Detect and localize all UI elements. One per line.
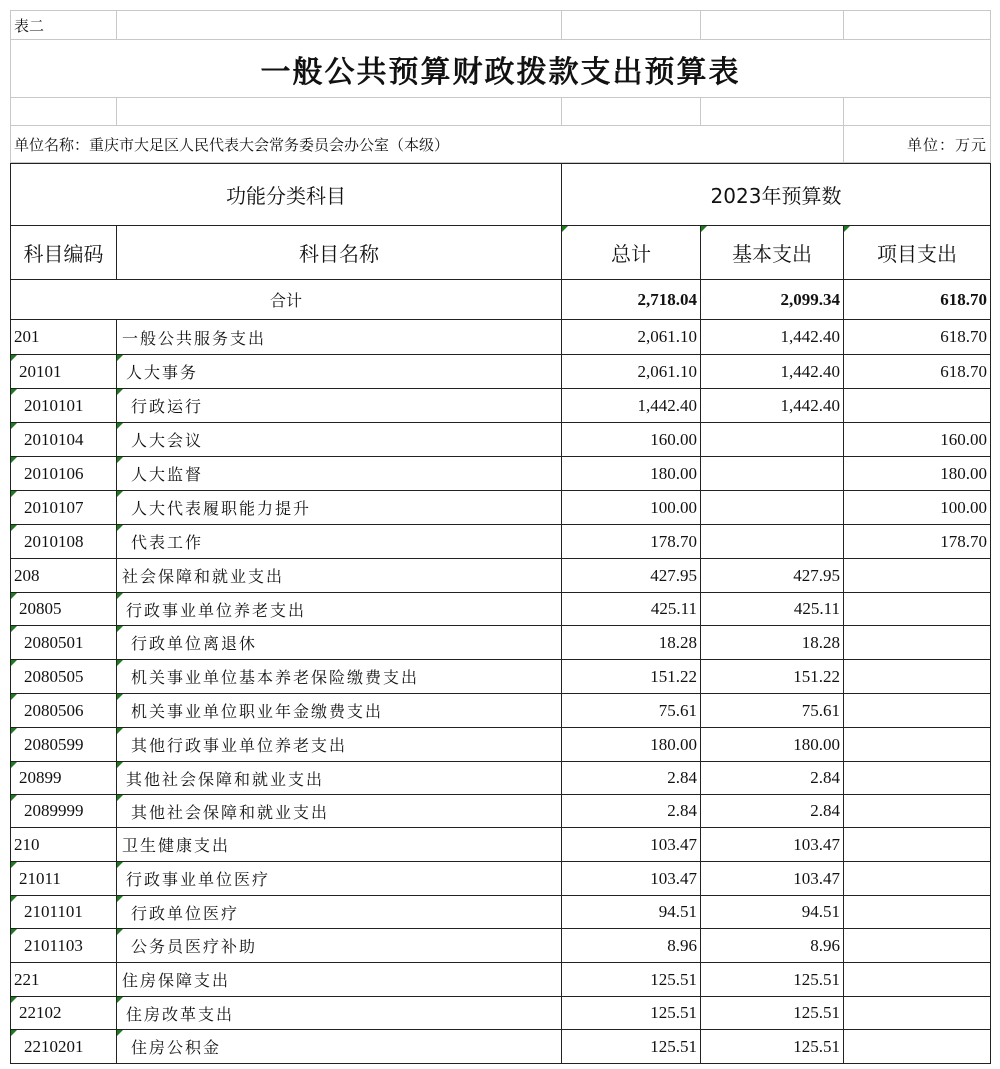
row-code: 20805 xyxy=(11,593,117,626)
budget-sheet xyxy=(10,10,990,1064)
unit-name: 单位名称：重庆市大足区人民代表大会常务委员会办公室（本级） xyxy=(11,126,844,163)
row-project: 618.70 xyxy=(844,355,991,389)
table-row xyxy=(11,997,991,1030)
row-code: 221 xyxy=(11,963,117,997)
row-basic: 425.11 xyxy=(701,593,844,626)
table-row xyxy=(11,795,991,828)
row-project xyxy=(844,963,991,997)
row-name: 行政事业单位养老支出 xyxy=(117,593,562,626)
row-code: 2101103 xyxy=(11,929,117,963)
row-project: 160.00 xyxy=(844,423,991,457)
header-name: 科目名称 xyxy=(117,226,562,280)
header-category-group: 功能分类科目 xyxy=(11,164,562,226)
budget-table xyxy=(10,163,991,1064)
row-basic: 1,442.40 xyxy=(701,355,844,389)
table-row xyxy=(11,862,991,896)
row-name: 人大会议 xyxy=(117,423,562,457)
row-name: 社会保障和就业支出 xyxy=(117,559,562,593)
row-name: 其他社会保障和就业支出 xyxy=(117,762,562,795)
row-project xyxy=(844,389,991,423)
row-name: 其他行政事业单位养老支出 xyxy=(117,728,562,762)
table-row xyxy=(11,828,991,862)
row-total: 2,061.10 xyxy=(562,320,701,355)
row-basic: 75.61 xyxy=(701,694,844,728)
row-total: 427.95 xyxy=(562,559,701,593)
row-basic: 94.51 xyxy=(701,896,844,929)
total-sum: 2,718.04 xyxy=(562,280,701,320)
row-name: 机关事业单位职业年金缴费支出 xyxy=(117,694,562,728)
row-name: 住房保障支出 xyxy=(117,963,562,997)
row-name: 人大代表履职能力提升 xyxy=(117,491,562,525)
row-name: 行政运行 xyxy=(117,389,562,423)
table-row xyxy=(11,896,991,929)
row-basic: 125.51 xyxy=(701,1030,844,1064)
row-total: 1,442.40 xyxy=(562,389,701,423)
row-code: 2010108 xyxy=(11,525,117,559)
table-row xyxy=(11,389,991,423)
row-project xyxy=(844,626,991,660)
row-project: 180.00 xyxy=(844,457,991,491)
header-total: 总计 xyxy=(562,226,701,280)
table-row xyxy=(11,593,991,626)
table-label: 表二 xyxy=(11,11,117,40)
row-project xyxy=(844,828,991,862)
row-project xyxy=(844,593,991,626)
table-row xyxy=(11,320,991,355)
row-total: 2.84 xyxy=(562,795,701,828)
row-code: 2089999 xyxy=(11,795,117,828)
row-code: 2010107 xyxy=(11,491,117,525)
row-code: 22102 xyxy=(11,997,117,1030)
row-project xyxy=(844,728,991,762)
header-project: 项目支出 xyxy=(844,226,991,280)
header-basic: 基本支出 xyxy=(701,226,844,280)
row-code: 21011 xyxy=(11,862,117,896)
table-row xyxy=(11,355,991,389)
row-basic xyxy=(701,457,844,491)
row-total: 8.96 xyxy=(562,929,701,963)
row-project xyxy=(844,795,991,828)
row-basic: 427.95 xyxy=(701,559,844,593)
row-code: 2080501 xyxy=(11,626,117,660)
row-code: 20101 xyxy=(11,355,117,389)
table-row xyxy=(11,423,991,457)
row-name: 人大监督 xyxy=(117,457,562,491)
table-row xyxy=(11,728,991,762)
table-row xyxy=(11,626,991,660)
budget-rows xyxy=(11,320,991,1064)
row-project: 618.70 xyxy=(844,320,991,355)
row-project: 100.00 xyxy=(844,491,991,525)
row-code: 2010101 xyxy=(11,389,117,423)
row-total: 2,061.10 xyxy=(562,355,701,389)
row-name: 机关事业单位基本养老保险缴费支出 xyxy=(117,660,562,694)
table-row xyxy=(11,963,991,997)
row-project xyxy=(844,862,991,896)
row-code: 2080506 xyxy=(11,694,117,728)
row-basic: 8.96 xyxy=(701,929,844,963)
row-basic: 125.51 xyxy=(701,997,844,1030)
header-code: 科目编码 xyxy=(11,226,117,280)
row-project xyxy=(844,896,991,929)
row-name: 行政单位医疗 xyxy=(117,896,562,929)
row-code: 2080599 xyxy=(11,728,117,762)
table-row xyxy=(11,694,991,728)
row-code: 208 xyxy=(11,559,117,593)
row-code: 2010104 xyxy=(11,423,117,457)
row-total: 125.51 xyxy=(562,963,701,997)
row-project xyxy=(844,660,991,694)
row-total: 2.84 xyxy=(562,762,701,795)
total-label: 合计 xyxy=(11,280,562,320)
row-name: 其他社会保障和就业支出 xyxy=(117,795,562,828)
row-name: 代表工作 xyxy=(117,525,562,559)
row-total: 103.47 xyxy=(562,828,701,862)
total-row xyxy=(11,280,991,320)
row-basic: 103.47 xyxy=(701,828,844,862)
row-project xyxy=(844,762,991,795)
table-row xyxy=(11,559,991,593)
total-project: 618.70 xyxy=(844,280,991,320)
header-row-group xyxy=(11,164,991,226)
row-basic: 125.51 xyxy=(701,963,844,997)
row-project xyxy=(844,997,991,1030)
row-project xyxy=(844,1030,991,1064)
page-title: 一般公共预算财政拨款支出预算表 xyxy=(11,40,991,98)
row-project xyxy=(844,929,991,963)
row-basic: 2.84 xyxy=(701,762,844,795)
row-total: 160.00 xyxy=(562,423,701,457)
row-name: 行政事业单位医疗 xyxy=(117,862,562,896)
row-basic: 1,442.40 xyxy=(701,320,844,355)
row-name: 卫生健康支出 xyxy=(117,828,562,862)
row-total: 425.11 xyxy=(562,593,701,626)
table-row xyxy=(11,457,991,491)
row-total: 75.61 xyxy=(562,694,701,728)
table-row xyxy=(11,1030,991,1064)
table-row xyxy=(11,762,991,795)
row-code: 2101101 xyxy=(11,896,117,929)
row-code: 210 xyxy=(11,828,117,862)
row-total: 103.47 xyxy=(562,862,701,896)
sheet-header-grid xyxy=(10,10,991,163)
row-basic: 18.28 xyxy=(701,626,844,660)
row-project xyxy=(844,694,991,728)
header-budget-group: 2023年预算数 xyxy=(562,164,991,226)
row-code: 2080505 xyxy=(11,660,117,694)
row-basic xyxy=(701,525,844,559)
row-basic: 1,442.40 xyxy=(701,389,844,423)
total-basic: 2,099.34 xyxy=(701,280,844,320)
row-name: 行政单位离退休 xyxy=(117,626,562,660)
row-name: 住房改革支出 xyxy=(117,997,562,1030)
row-basic xyxy=(701,491,844,525)
row-name: 公务员医疗补助 xyxy=(117,929,562,963)
table-row xyxy=(11,491,991,525)
row-basic: 2.84 xyxy=(701,795,844,828)
row-basic: 151.22 xyxy=(701,660,844,694)
row-total: 18.28 xyxy=(562,626,701,660)
row-total: 125.51 xyxy=(562,1030,701,1064)
row-code: 2210201 xyxy=(11,1030,117,1064)
row-total: 151.22 xyxy=(562,660,701,694)
row-total: 178.70 xyxy=(562,525,701,559)
row-total: 100.00 xyxy=(562,491,701,525)
row-project xyxy=(844,559,991,593)
row-total: 180.00 xyxy=(562,457,701,491)
row-basic: 103.47 xyxy=(701,862,844,896)
header-row-columns xyxy=(11,226,991,280)
row-name: 住房公积金 xyxy=(117,1030,562,1064)
row-total: 94.51 xyxy=(562,896,701,929)
table-row xyxy=(11,525,991,559)
row-project: 178.70 xyxy=(844,525,991,559)
row-total: 125.51 xyxy=(562,997,701,1030)
row-code: 201 xyxy=(11,320,117,355)
row-basic: 180.00 xyxy=(701,728,844,762)
row-total: 180.00 xyxy=(562,728,701,762)
table-row xyxy=(11,929,991,963)
row-code: 20899 xyxy=(11,762,117,795)
row-name: 人大事务 xyxy=(117,355,562,389)
row-basic xyxy=(701,423,844,457)
unit-label: 单位：万元 xyxy=(844,126,991,163)
table-row xyxy=(11,660,991,694)
row-code: 2010106 xyxy=(11,457,117,491)
row-name: 一般公共服务支出 xyxy=(117,320,562,355)
